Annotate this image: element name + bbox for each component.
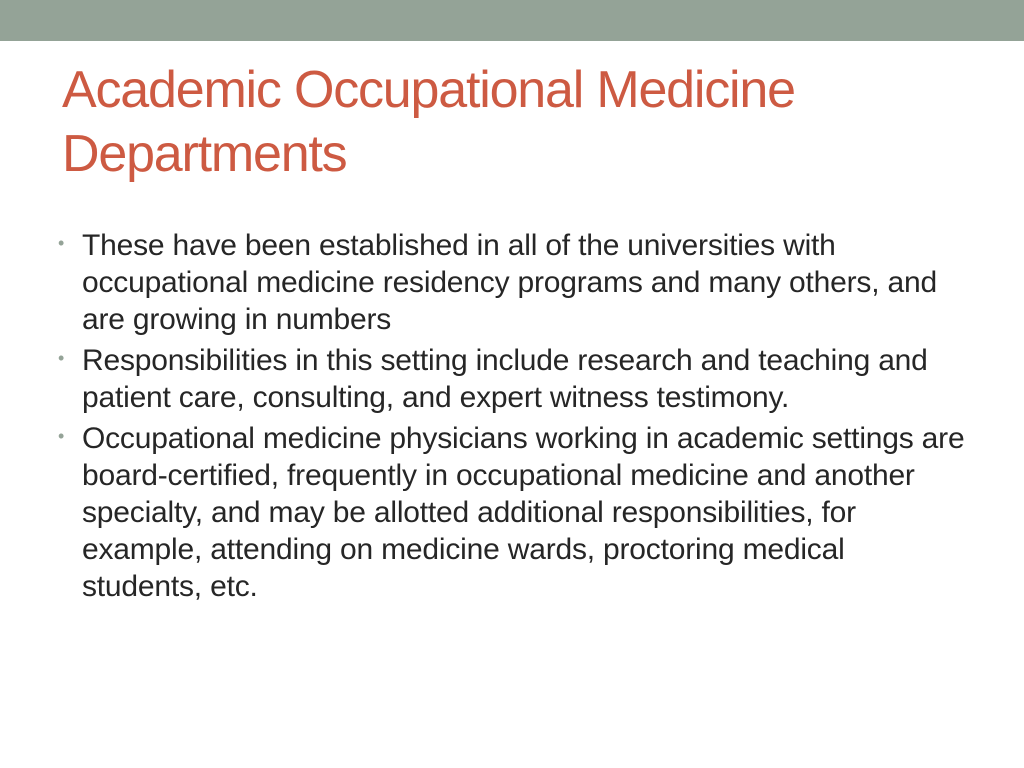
slide-title: Academic Occupational Medicine Departments [62,61,795,183]
bullet-item [58,227,968,338]
bullet-item [58,342,968,416]
bullet-text: Responsibilities in this setting include research and teaching and patient care, consulting, and expert witness testimony. [82,344,928,414]
bullet-dot-icon: • [58,426,65,446]
bullet-dot-icon: • [58,233,65,253]
bullet-text: These have been established in all of the universities with occupational medicine residency programs and many others, and are growing in numbers [82,229,937,336]
bullet-item [58,420,968,605]
top-accent-band [0,0,1024,41]
bullet-dot-icon: • [58,348,65,368]
bullet-list [58,227,968,609]
bullet-text: Occupational medicine physicians working in academic settings are board-certified, frequently in occupational medicine and another specialty, and may be allotted additional responsibilities, for example, attending on medicine wards, proctoring medical students, etc. [82,422,965,603]
